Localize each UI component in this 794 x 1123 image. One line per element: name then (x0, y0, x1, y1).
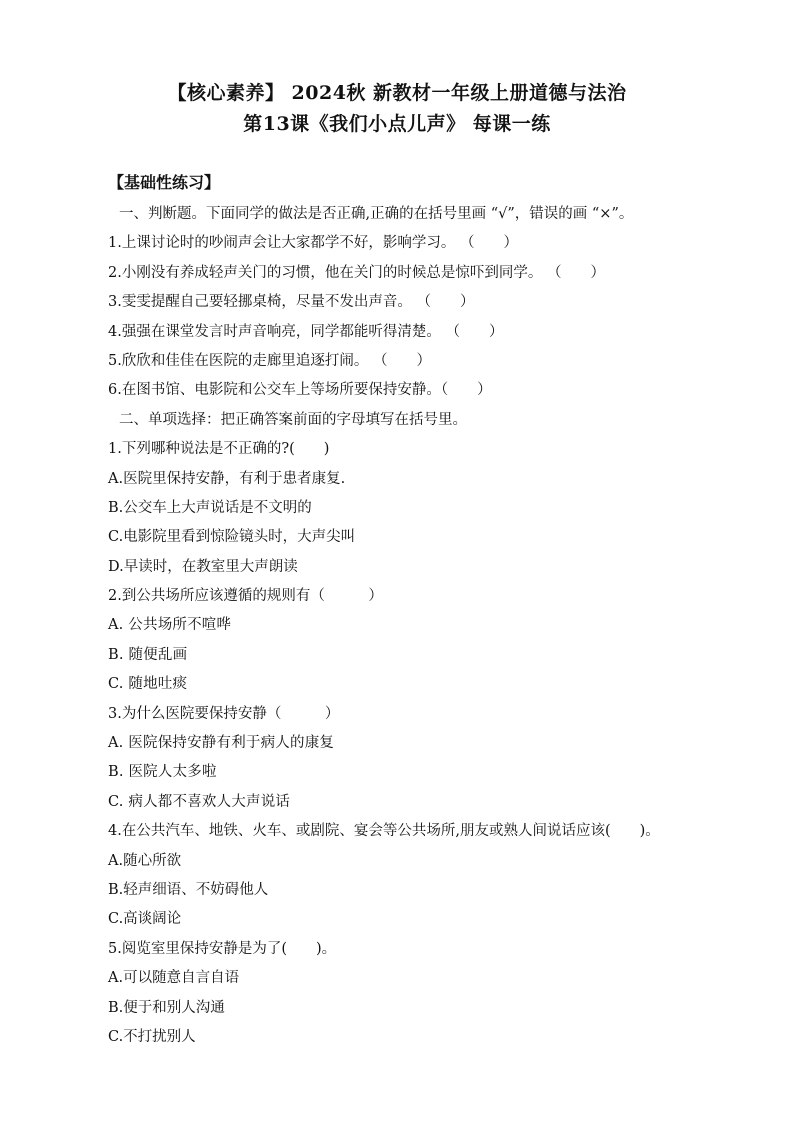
part1-instruction: 一、判断题。下面同学的做法是否正确,正确的在括号里画 “√”，错误的画 “×”。 (119, 206, 634, 222)
true-false-item-2: 2.小刚没有养成轻声关门的习惯，他在关门的时候总是惊吓到同学。 （ ） (108, 264, 605, 281)
true-false-item-5: 5.欣欣和佳佳在医院的走廊里追逐打闹。 （ ） (108, 352, 431, 369)
choice-question-3-option-c: C. 病人都不喜欢人大声说话 (108, 793, 291, 810)
choice-question-1-option-d: D.早读时，在教室里大声朗读 (108, 558, 298, 575)
choice-question-5-option-b: B.便于和别人沟通 (108, 999, 225, 1016)
choice-question-1-option-c: C.电影院里看到惊险镜头时，大声尖叫 (108, 529, 356, 546)
section-heading: 【基础性练习】 (108, 173, 221, 192)
choice-question-2-option-b: B. 随便乱画 (108, 646, 188, 663)
true-false-item-4: 4.强强在课堂发言时声音响亮，同学都能听得清楚。 （ ） (108, 323, 504, 340)
choice-question-3-option-b: B. 医院人太多啦 (108, 764, 217, 781)
worksheet-title-line2: 第13课《我们小点儿声》 每课一练 (243, 113, 551, 135)
choice-question-2-option-c: C. 随地吐痰 (108, 676, 188, 693)
worksheet-title-line1: 【核心素养】 2024秋 新教材一年级上册道德与法治 (167, 82, 627, 104)
choice-question-4-option-c: C.高谈阔论 (108, 911, 182, 928)
choice-question-1-option-a: A.医院里保持安静，有利于患者康复. (108, 470, 346, 487)
choice-question-4-option-b: B.轻声细语、不妨碍他人 (108, 881, 269, 898)
choice-question-1-stem: 1.下列哪种说法是不正确的?( ) (108, 441, 330, 458)
exercise-content (108, 200, 728, 1052)
choice-question-2-option-a: A. 公共场所不喧哗 (108, 617, 232, 634)
choice-question-1-option-b: B.公交车上大声说话是不文明的 (108, 499, 312, 516)
true-false-item-6: 6.在图书馆、电影院和公交车上等场所要保持安静。（ ） (108, 382, 492, 399)
choice-question-3-option-a: A. 医院保持安静有利于病人的康复 (108, 735, 335, 752)
part2-instruction: 二、单项选择：把正确答案前面的字母填写在括号里。 (119, 411, 467, 428)
choice-question-4-stem: 4.在公共汽车、地铁、火车、或剧院、宴会等公共场所,朋友或熟人间说话应该( )。 (108, 823, 660, 840)
true-false-item-1: 1.上课讨论时的吵闹声会让大家都学不好，影响学习。 （ ） (108, 235, 518, 252)
choice-question-3-stem: 3.为什么医院要保持安静（ ） (108, 705, 340, 722)
choice-question-5-option-c: C.不打扰别人 (108, 1028, 196, 1045)
choice-question-5-stem: 5.阅览室里保持安静是为了( )。 (108, 940, 337, 957)
choice-question-5-option-a: A.可以随意自言自语 (108, 970, 240, 987)
choice-question-2-stem: 2.到公共场所应该遵循的规则有（ ） (108, 588, 383, 605)
true-false-item-3: 3.雯雯提醒自己要轻挪桌椅，尽量不发出声音。 （ ） (108, 294, 475, 311)
choice-question-4-option-a: A.随心所欲 (108, 852, 182, 869)
